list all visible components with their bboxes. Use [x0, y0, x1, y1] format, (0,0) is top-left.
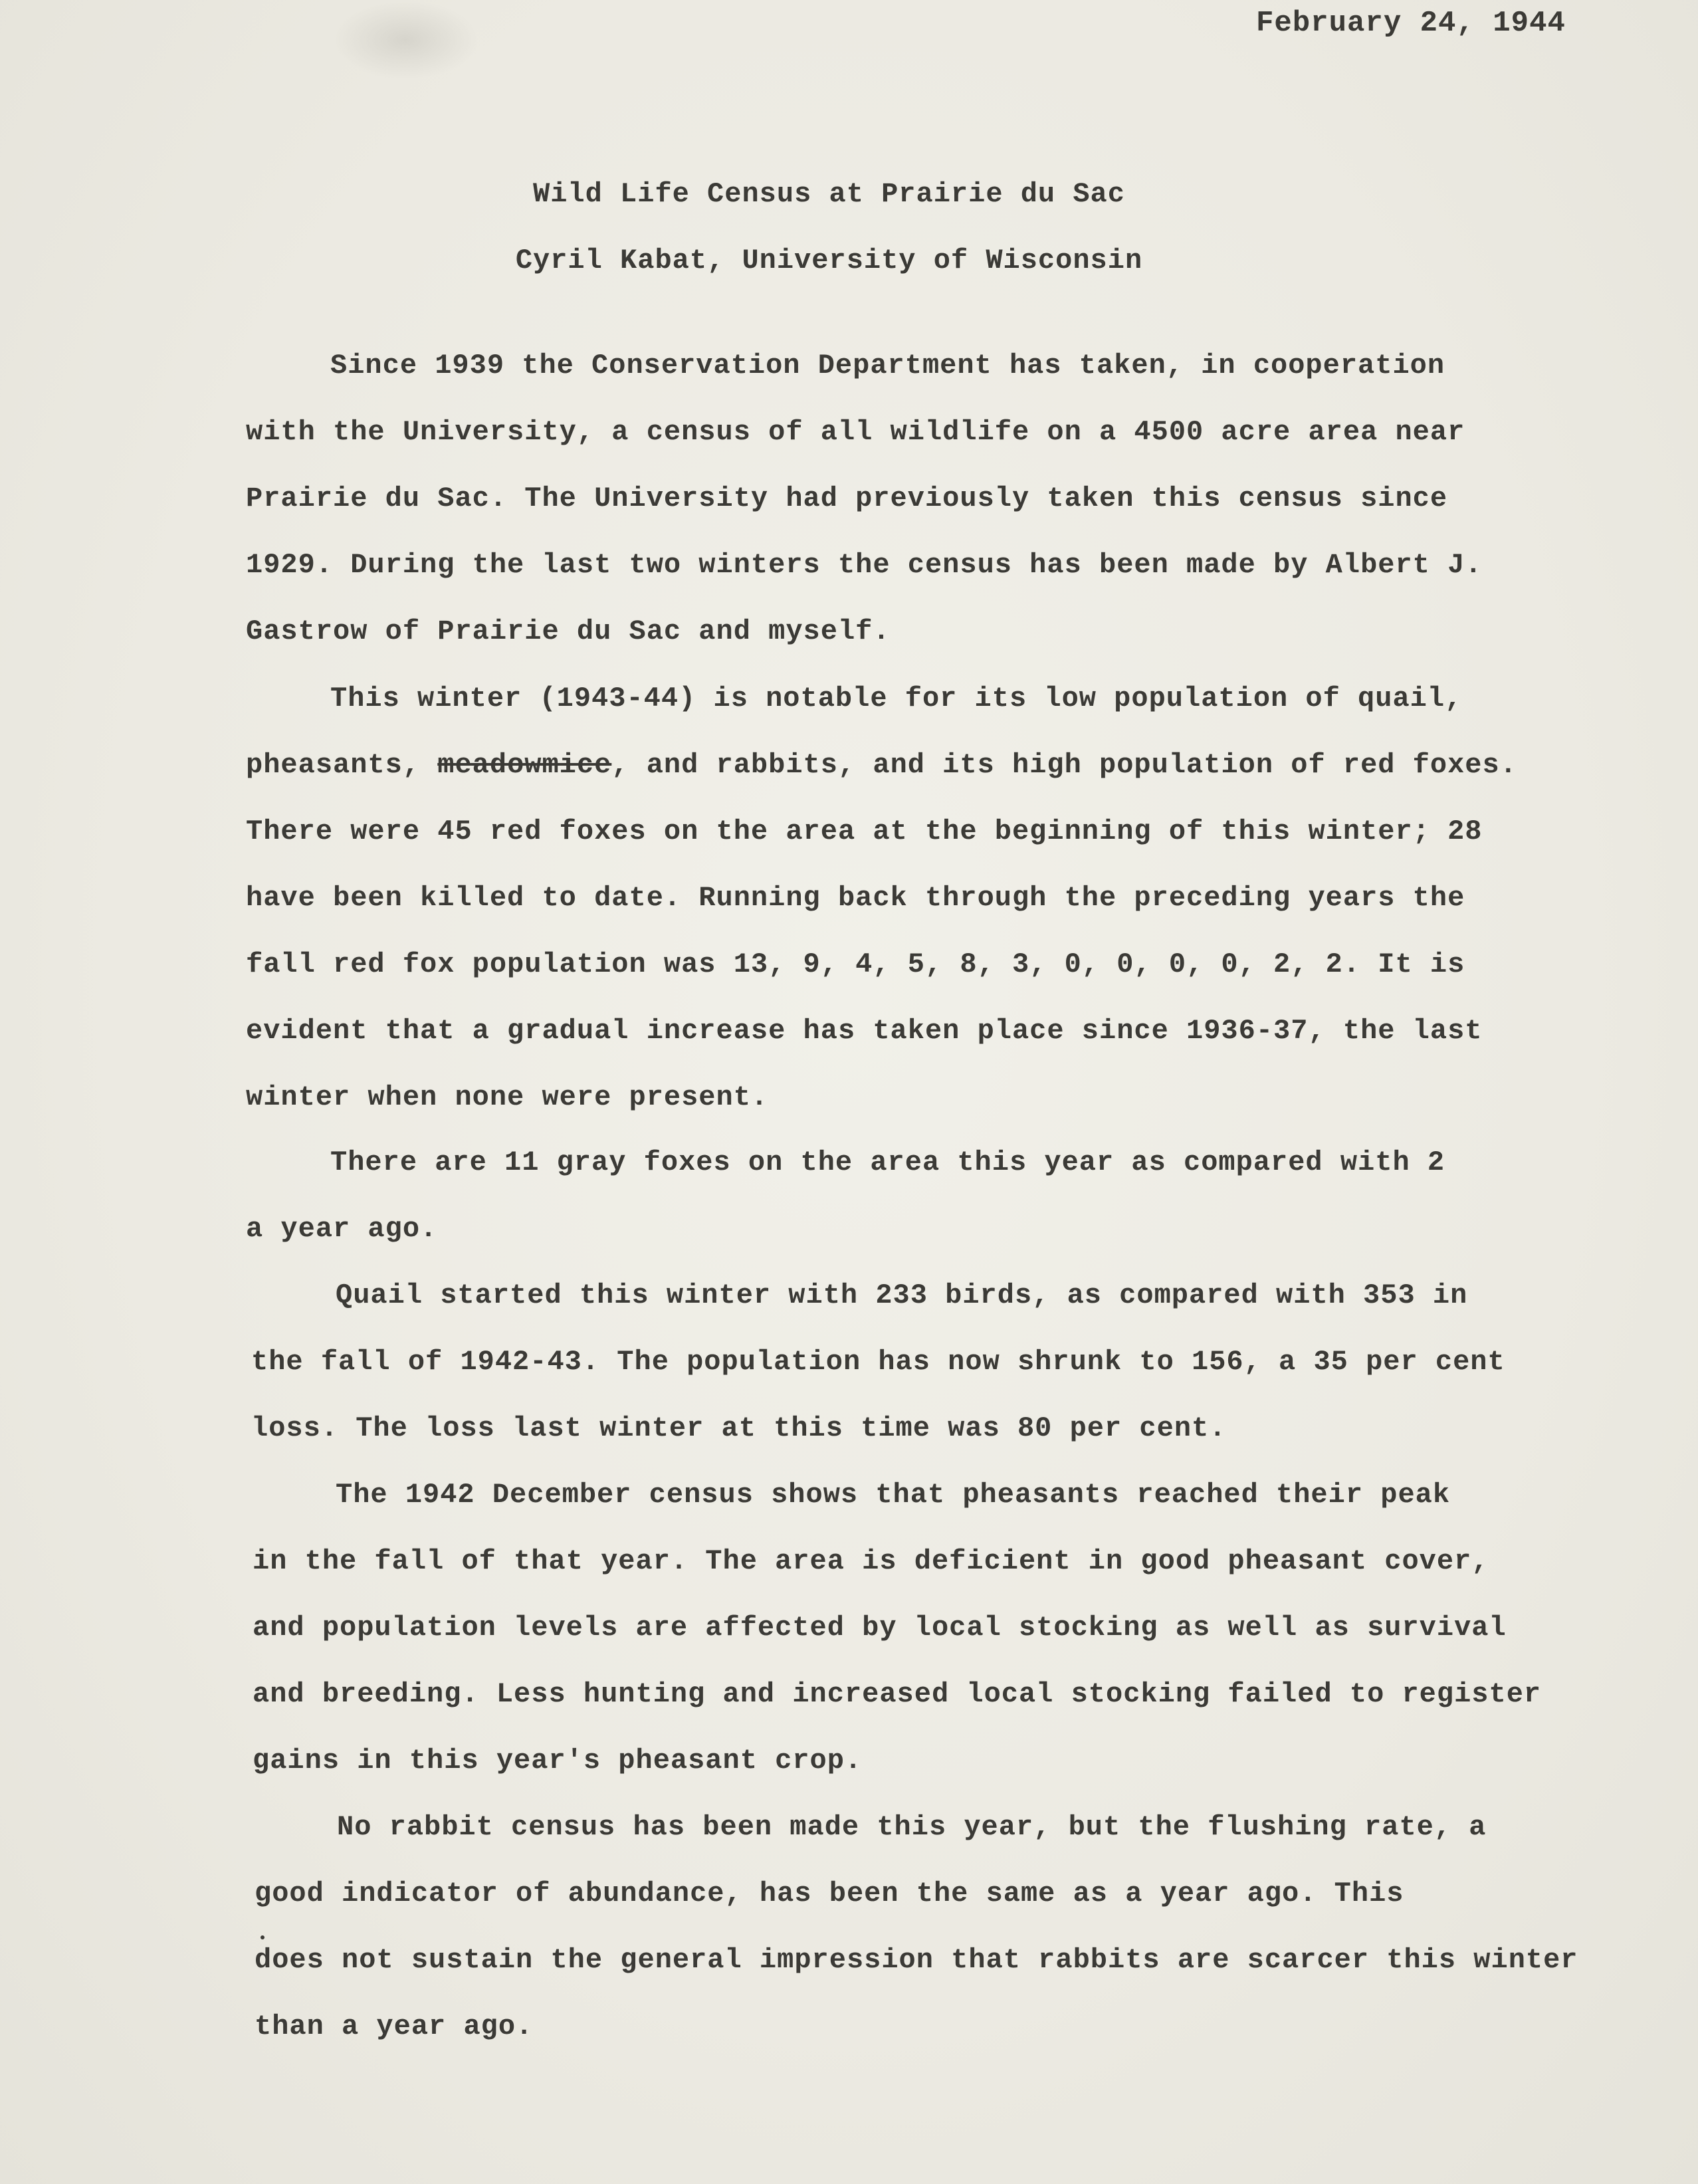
paragraph-2-line-5: fall red fox population was 13, 9, 4, 5, 8, 3, 0, 0, 0, 0, 2, 2. It is — [246, 948, 1465, 980]
paragraph-4-line-2: the fall of 1942-43. The population has now shrunk to 156, a 35 per cent — [251, 1346, 1505, 1378]
paragraph-5-line-2: in the fall of that year. The area is deficient in good pheasant cover, — [253, 1545, 1489, 1577]
ink-smudge — [332, 0, 478, 80]
paragraph-4-line-3: loss. The loss last winter at this time was 80 per cent. — [251, 1412, 1227, 1444]
paragraph-2-line-4: have been killed to date. Running back through the preceding years the — [246, 882, 1465, 914]
paragraph-4-line-1: Quail started this winter with 233 birds, as compared with 353 in — [336, 1279, 1468, 1311]
paragraph-1-line-1: Since 1939 the Conservation Department has taken, in cooperation — [330, 350, 1445, 382]
document-date: February 24, 1944 — [1256, 7, 1566, 40]
document-author: Cyril Kabat, University of Wisconsin — [515, 245, 1143, 276]
paragraph-3-line-2: a year ago. — [246, 1213, 438, 1245]
paragraph-2-line-2 — [246, 751, 1517, 779]
paragraph-5-line-3: and population levels are affected by local stocking as well as survival — [253, 1612, 1507, 1644]
paragraph-5-line-4: and breeding. Less hunting and increased local stocking failed to register — [253, 1678, 1542, 1710]
paragraph-5-line-1: The 1942 December census shows that pheasants reached their peak — [336, 1479, 1451, 1511]
paragraph-2-line-7: winter when none were present. — [246, 1081, 769, 1113]
paragraph-6-line-3: does not sustain the general impression that rabbits are scarcer this winter — [255, 1944, 1578, 1976]
paragraph-1-line-2: with the University, a census of all wildlife on a 4500 acre area near — [246, 416, 1465, 448]
paragraph-6-line-4: than a year ago. — [255, 2011, 534, 2042]
paragraph-6-line-1: No rabbit census has been made this year, but the flushing rate, a — [337, 1811, 1487, 1843]
paragraph-2-line-1: This winter (1943-44) is notable for its low population of quail, — [330, 683, 1463, 714]
document-title: Wild Life Census at Prairie du Sac — [533, 178, 1125, 210]
line-text: pheasants, — [246, 749, 438, 781]
struck-out-word: meadowmice — [437, 749, 612, 781]
paragraph-6-line-2: good indicator of abundance, has been the same as a year ago. This — [255, 1878, 1404, 1910]
paragraph-5-line-5: gains in this year's pheasant crop. — [253, 1745, 863, 1777]
paragraph-2-line-3: There were 45 red foxes on the area at the beginning of this winter; 28 — [246, 816, 1483, 847]
paragraph-2-line-6: evident that a gradual increase has taken place since 1936-37, the last — [246, 1015, 1483, 1047]
paragraph-3-line-1: There are 11 gray foxes on the area this year as compared with 2 — [330, 1147, 1445, 1178]
paragraph-1-line-4: 1929. During the last two winters the census has been made by Albert J. — [246, 549, 1483, 581]
paragraph-1-line-5: Gastrow of Prairie du Sac and myself. — [246, 615, 891, 647]
paragraph-1-line-3: Prairie du Sac. The University had previously taken this census since — [246, 483, 1448, 514]
stray-ink-dot — [261, 1935, 265, 1939]
line-text: , and rabbits, and its high population of red foxes. — [611, 749, 1517, 781]
